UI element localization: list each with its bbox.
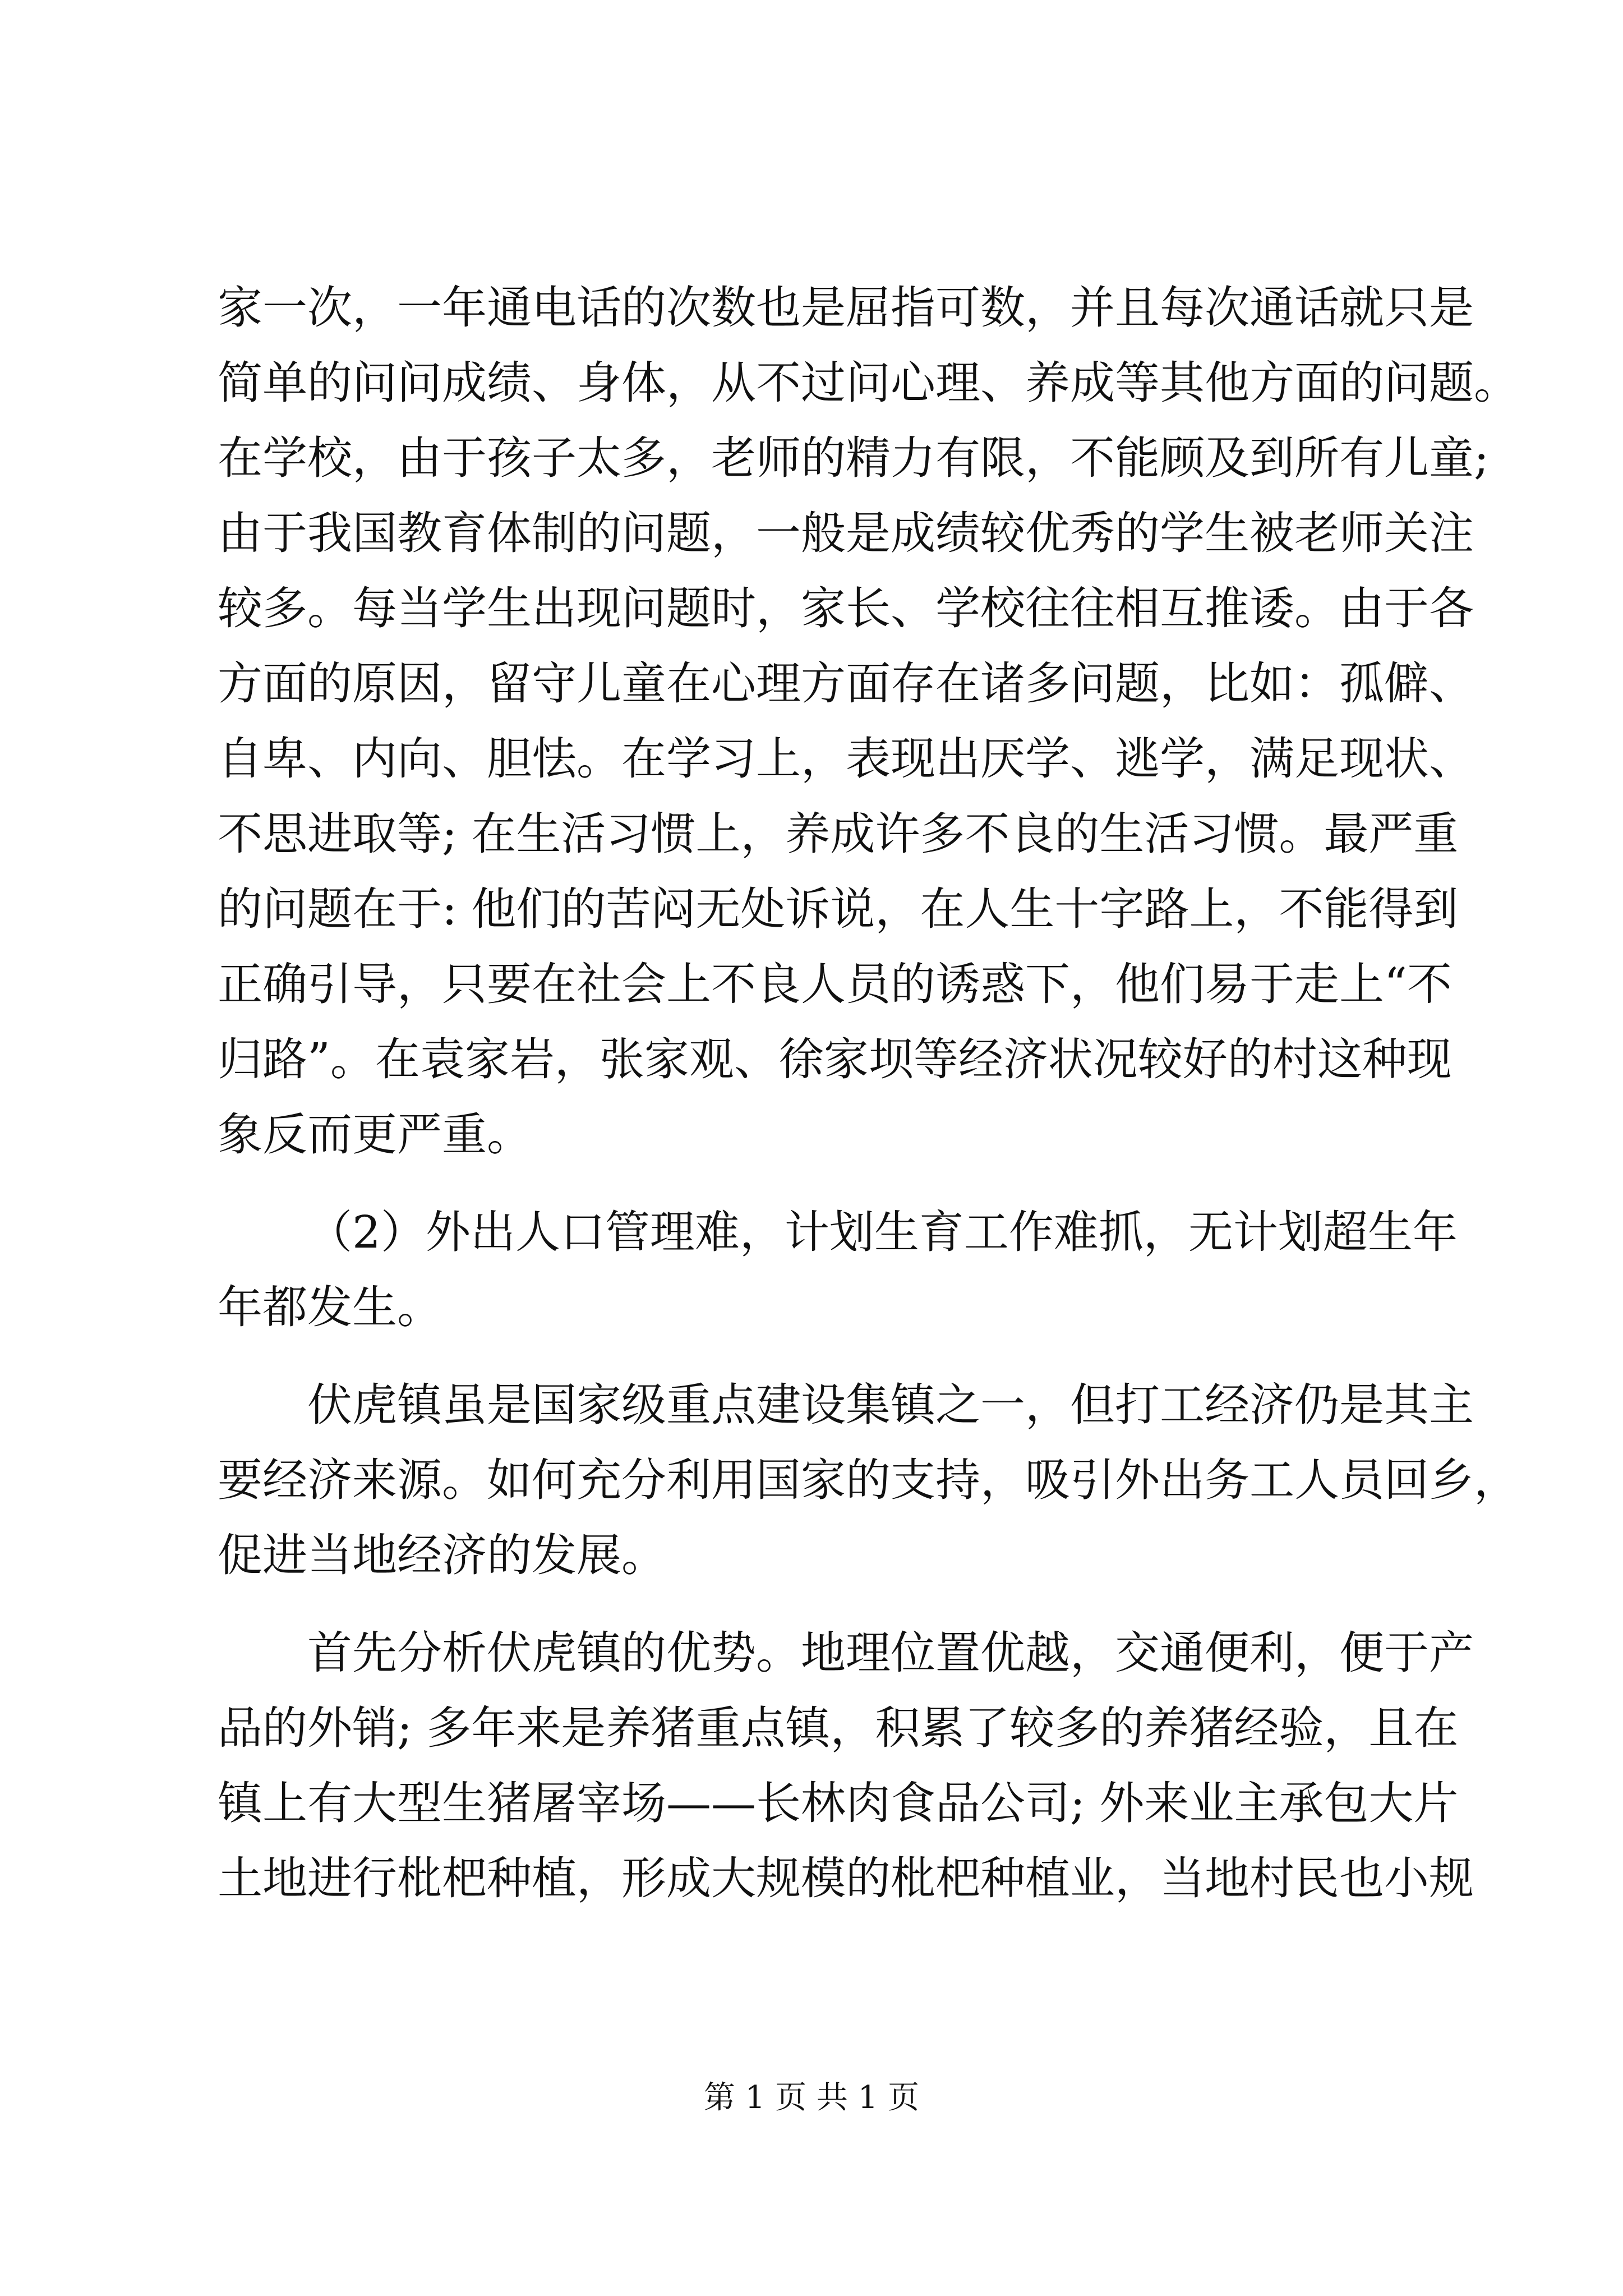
text-line: 较多。每当学生出现问题时，家长、学校往往相互推诿。由于各 xyxy=(218,582,1474,634)
text-line: 在学校，由于孩子太多，老师的精力有限，不能顾及到所有儿童; xyxy=(218,432,1489,484)
text-line: 镇上有大型生猪屠宰场——长林肉食品公司; 外来业主承包大片 xyxy=(218,1777,1459,1829)
page-footer xyxy=(0,2076,1623,2120)
text-line: 伏虎镇虽是国家级重点建设集镇之一，但打工经济仍是其主 xyxy=(307,1379,1474,1431)
text-line: 象反而更严重。 xyxy=(218,1108,532,1161)
text-line: 自卑、内向、胆怯。在学习上，表现出厌学、逃学，满足现状、 xyxy=(218,733,1474,785)
text-line: 正确引导，只要在社会上不良人员的诱惑下，他们易于走上“不 xyxy=(218,958,1452,1010)
text-line: 的问题在于: 他们的苦闷无处诉说，在人生十字路上，不能得到 xyxy=(218,883,1459,935)
text-line: 首先分析伏虎镇的优势。地理位置优越，交通便利，便于产 xyxy=(307,1627,1474,1679)
document-body xyxy=(218,270,1519,1916)
text-line: 由于我国教育体制的问题，一般是成绩较优秀的学生被老师关注 xyxy=(218,507,1474,559)
text-line: 方面的原因，留守儿童在心理方面存在诸多问题，比如：孤僻、 xyxy=(218,657,1474,710)
text-line: 促进当地经济的发展。 xyxy=(218,1529,666,1581)
text-line: 要经济来源。如何充分利用国家的支持，吸引外出务工人员回乡， xyxy=(218,1454,1519,1506)
paragraph-3 xyxy=(218,1368,1519,1593)
text-line: 年都发生。 xyxy=(218,1281,442,1333)
text-line: 品的外销; 多年来是养猪重点镇，积累了较多的养猪经验，且在 xyxy=(218,1702,1459,1754)
paragraph-2 xyxy=(218,1195,1458,1345)
paragraph-gap xyxy=(218,1345,1412,1368)
paragraph-4 xyxy=(218,1616,1474,1916)
paragraph-gap xyxy=(218,1172,1412,1195)
text-line: （2）外出人口管理难，计划生育工作难抓，无计划超生年 xyxy=(307,1206,1458,1258)
text-line: 简单的问问成绩、身体，从不过问心理、养成等其他方面的问题。 xyxy=(218,357,1519,409)
text-line: 不思进取等; 在生活习惯上，养成许多不良的生活习惯。最严重 xyxy=(218,808,1459,860)
paragraph-1 xyxy=(218,270,1519,1172)
page-number-label: 第 1 页 共 1 页 xyxy=(703,2079,920,2116)
text-line: 家一次，一年通电话的次数也是屈指可数，并且每次通话就只是 xyxy=(218,282,1474,334)
text-line: 土地进行枇杷种植，形成大规模的枇杷种植业，当地村民也小规 xyxy=(218,1852,1474,1904)
text-line: 归路”。在袁家岩，张家观、徐家坝等经济状况较好的村这种现 xyxy=(218,1033,1452,1085)
paragraph-gap xyxy=(218,1593,1412,1616)
